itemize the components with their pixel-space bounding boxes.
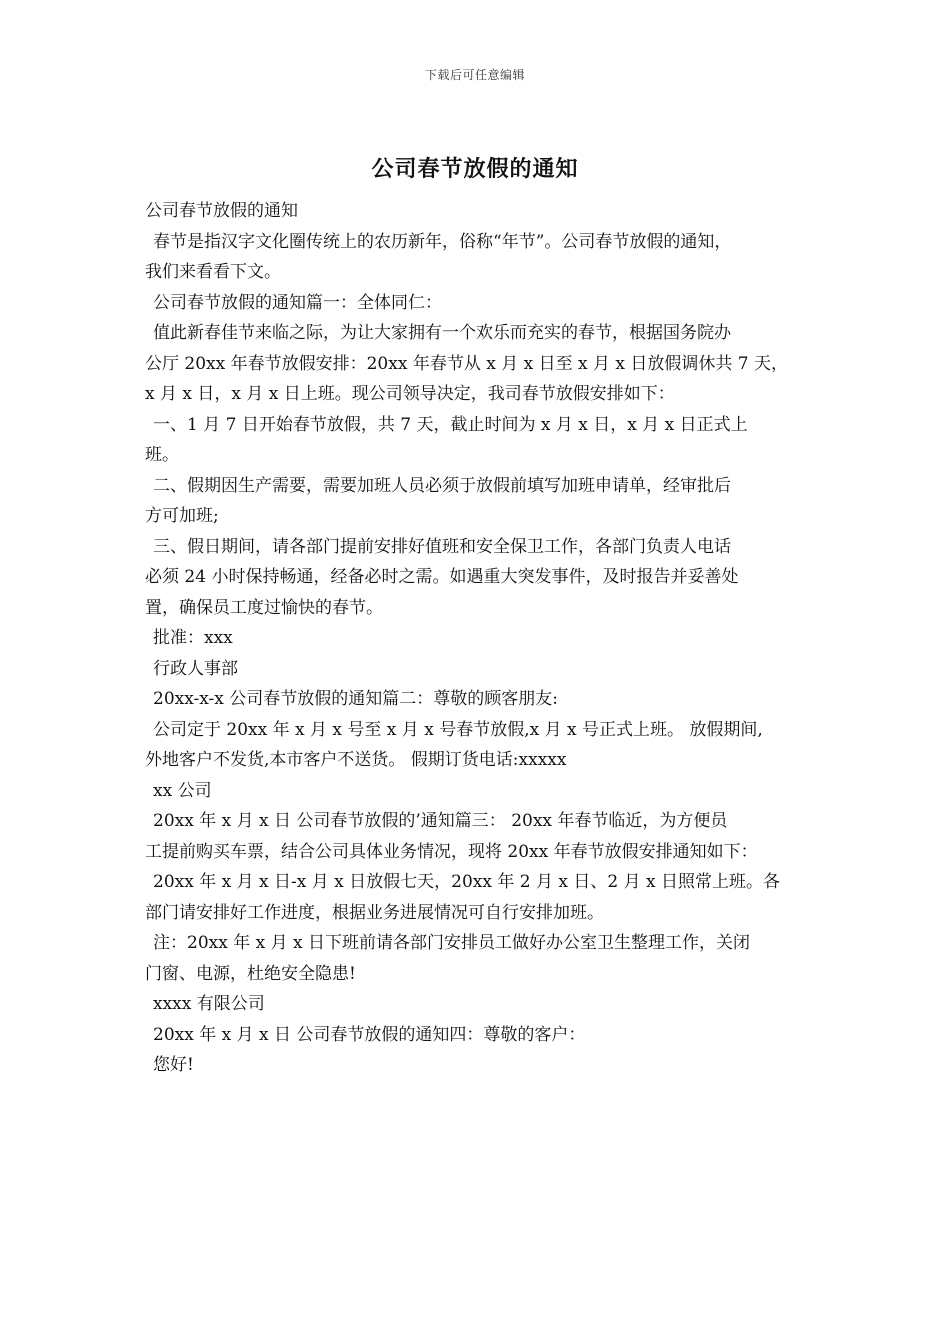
- body-line: 批准：xxx: [153, 628, 233, 648]
- body-line: 值此新春佳节来临之际，为让大家拥有一个欢乐而充实的春节，根据国务院办: [153, 323, 731, 343]
- body-line: xx 公司: [153, 780, 212, 801]
- body-line: 一、1 月 7 日开始春节放假，共 7 天，截止时间为 x 月 x 日，x 月 x 日正式上: [153, 414, 748, 435]
- body-line: 部门请安排好工作进度，根据业务进展情况可自行安排加班。: [145, 902, 604, 923]
- body-line: 公司春节放假的通知篇一：全体同仁：: [153, 292, 442, 313]
- body-line: xxxx 有限公司: [153, 994, 265, 1014]
- body-line: 置，确保员工度过愉快的春节。: [145, 597, 383, 618]
- body-line: 公司定于 20xx 年 x 月 x 号至 x 月 x 号春节放假,x 月 x 号正式上班。 放假期间,: [153, 719, 763, 740]
- body-line: 二、假期因生产需要，需要加班人员必须于放假前填写加班申请单，经审批后: [153, 475, 731, 496]
- body-line: 外地客户不发货,本市客户不送货。 假期订货电话:xxxxx: [145, 750, 567, 770]
- body-line: 20xx 年 x 月 x 日-x 月 x 日放假七天，20xx 年 2 月 x 日、2 月 x 日照常上班。各: [153, 872, 780, 892]
- body-line: 公厅 20xx 年春节放假安排：20xx 年春节从 x 月 x 日至 x 月 x 日放假调休共 7 天，: [145, 353, 789, 374]
- body-line: 20xx 年 x 月 x 日 公司春节放假的’通知篇三： 20xx 年春节临近，为方便员: [153, 811, 728, 831]
- body-line: 我们来看看下文。: [145, 262, 281, 282]
- body-line: 班。: [145, 445, 179, 465]
- body-line: 20xx 年 x 月 x 日 公司春节放假的通知四：尊敬的客户：: [153, 1024, 586, 1045]
- body-line: 三、假日期间，请各部门提前安排好值班和安全保卫工作，各部门负责人电话: [153, 536, 731, 557]
- body-line: 工提前购买车票，结合公司具体业务情况，现将 20xx 年春节放假安排通知如下：: [145, 841, 758, 862]
- body-line: 春节是指汉字文化圈传统上的农历新年，俗称“年节”。公司春节放假的通知，: [153, 231, 732, 252]
- body-line: 方可加班;: [145, 506, 219, 526]
- body-line: 公司春节放假的通知: [145, 201, 298, 221]
- body-line: 必须 24 小时保持畅通，经备必时之需。如遇重大突发事件，及时报告并妥善处: [145, 567, 739, 587]
- header-note: 下载后可任意编辑: [424, 68, 525, 82]
- document-body: [145, 196, 815, 1081]
- body-line: 行政人事部: [153, 658, 238, 679]
- body-line: 门窗、电源，杜绝安全隐患!: [145, 963, 356, 984]
- body-line: 20xx-x-x 公司春节放假的通知篇二：尊敬的顾客朋友:: [153, 689, 559, 709]
- document-title: 公司春节放假的通知: [371, 156, 579, 182]
- body-line: 您好!: [153, 1055, 194, 1075]
- body-line: x 月 x 日，x 月 x 日上班。现公司领导决定，我司春节放假安排如下：: [145, 384, 675, 404]
- body-line: 注：20xx 年 x 月 x 日下班前请各部门安排员工做好办公室卫生整理工作，关闭: [153, 933, 750, 953]
